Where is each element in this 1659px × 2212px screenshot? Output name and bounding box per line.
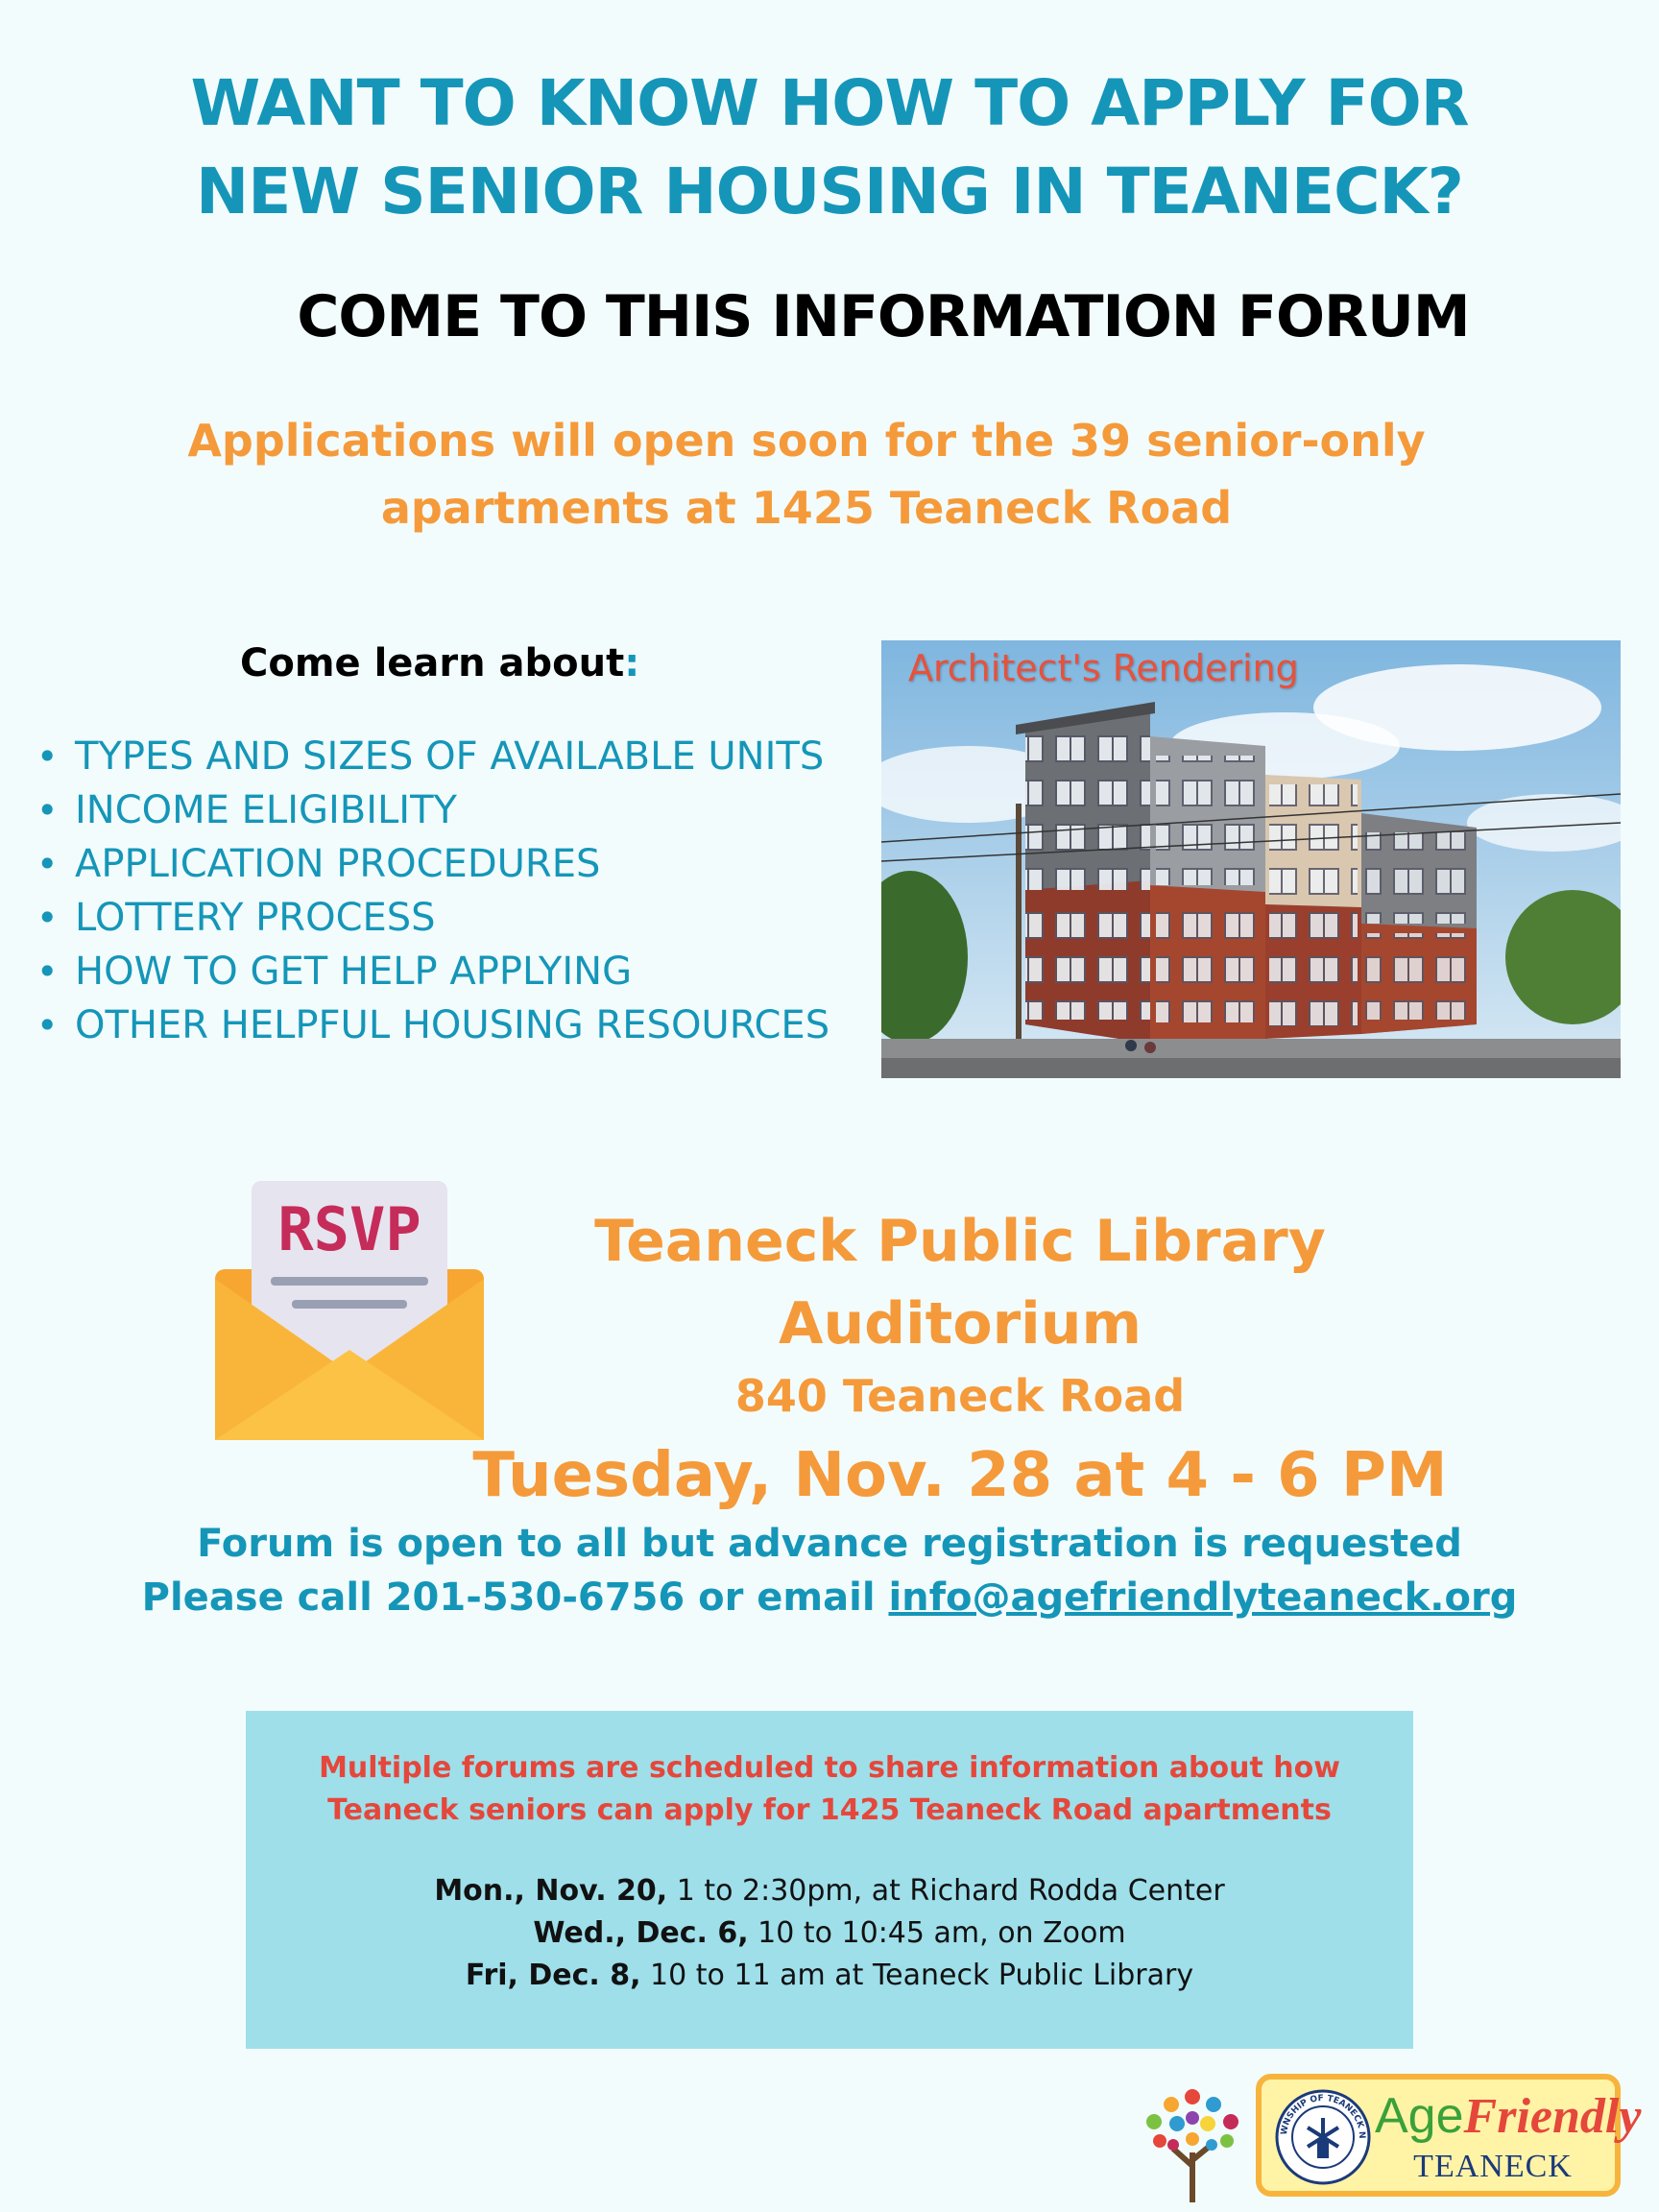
forum-sessions-list <box>246 1870 1413 1997</box>
svg-text:TOWNSHIP OF TEANECK N.J.: WNSHIP OF TEANECK N <box>1279 2093 1367 2139</box>
topic-item: • APPLICATION PROCEDURES <box>36 837 881 891</box>
forums-box <box>246 1711 1413 2049</box>
registration-note: Forum is open to all but advance registration is requested <box>197 1522 1462 1566</box>
rendering-label: Architect's Rendering <box>908 647 1299 689</box>
topic-item: • HOW TO GET HELP APPLYING <box>36 945 881 998</box>
forum-session-day: Mon., Nov. 20, <box>434 1874 668 1908</box>
intro-text <box>144 407 1469 541</box>
learn-title-text: Come learn about <box>240 641 625 685</box>
topic-item: • OTHER HELPFUL HOUSING RESOURCES <box>36 998 881 1052</box>
event-date: Tuesday, Nov. 28 at 4 - 6 PM <box>472 1440 1448 1511</box>
headline-line-1: WANT TO KNOW HOW TO APPLY FOR <box>190 66 1469 140</box>
topics-list <box>36 730 881 1052</box>
intro-line-2: apartments at 1425 Teaneck Road <box>380 482 1233 534</box>
phone-text: Please call 201-530-6756 or email <box>141 1575 889 1620</box>
subheadline: COME TO THIS INFORMATION FORUM <box>297 283 1470 350</box>
forums-intro <box>246 1747 1413 1832</box>
topic-item: • INCOME ELIGIBILITY <box>36 783 881 837</box>
intro-line-1: Applications will open soon for the 39 senior-only <box>187 415 1426 467</box>
forums-intro-line-2: Teaneck seniors can apply for 1425 Teaneck Road apartments <box>327 1793 1332 1827</box>
topic-item: • LOTTERY PROCESS <box>36 891 881 945</box>
logo-word-age: Age <box>1375 2088 1464 2144</box>
headline-line-2: NEW SENIOR HOUSING IN TEANECK? <box>196 155 1463 228</box>
rsvp-envelope-icon <box>215 1181 484 1444</box>
agefriendly-teaneck-logo <box>1256 2074 1642 2197</box>
forum-session-details: 10 to 10:45 am, on Zoom <box>748 1916 1126 1950</box>
rsvp-text: RSVP <box>277 1194 421 1264</box>
logo-town-name: TEANECK <box>1413 2149 1573 2184</box>
learn-title-colon: : <box>624 641 640 685</box>
architect-rendering-image <box>881 640 1621 1078</box>
forums-intro-line-1: Multiple forums are scheduled to share information about how <box>319 1751 1340 1785</box>
venue-name <box>461 1200 1459 1365</box>
venue-name-line-1: Teaneck Public Library <box>594 1208 1326 1275</box>
headline <box>58 60 1601 236</box>
contact-info <box>96 1517 1563 1624</box>
tree-logo-icon <box>1139 2085 1248 2202</box>
contact-line <box>96 1571 1563 1624</box>
forum-session <box>246 1955 1413 1997</box>
learn-title <box>240 641 639 685</box>
forum-session-details: 10 to 11 am at Teaneck Public Library <box>640 1959 1194 1992</box>
logo-wordmark <box>1375 2087 1641 2145</box>
forum-session-day: Fri, Dec. 8, <box>465 1959 641 1992</box>
venue-name-line-2: Auditorium <box>779 1290 1142 1358</box>
forum-session-day: Wed., Dec. 6, <box>533 1916 749 1950</box>
email-link[interactable]: info@agefriendlyteaneck.org <box>888 1575 1518 1620</box>
forum-session-details: 1 to 2:30pm, at Richard Rodda Center <box>667 1874 1225 1908</box>
topic-item: • TYPES AND SIZES OF AVAILABLE UNITS <box>36 730 881 783</box>
township-seal-icon <box>1275 2089 1371 2185</box>
forum-session <box>246 1912 1413 1955</box>
venue-address: 840 Teaneck Road <box>734 1370 1186 1422</box>
forum-session <box>246 1870 1413 1912</box>
logo-word-friendly: Friendly <box>1463 2089 1642 2144</box>
